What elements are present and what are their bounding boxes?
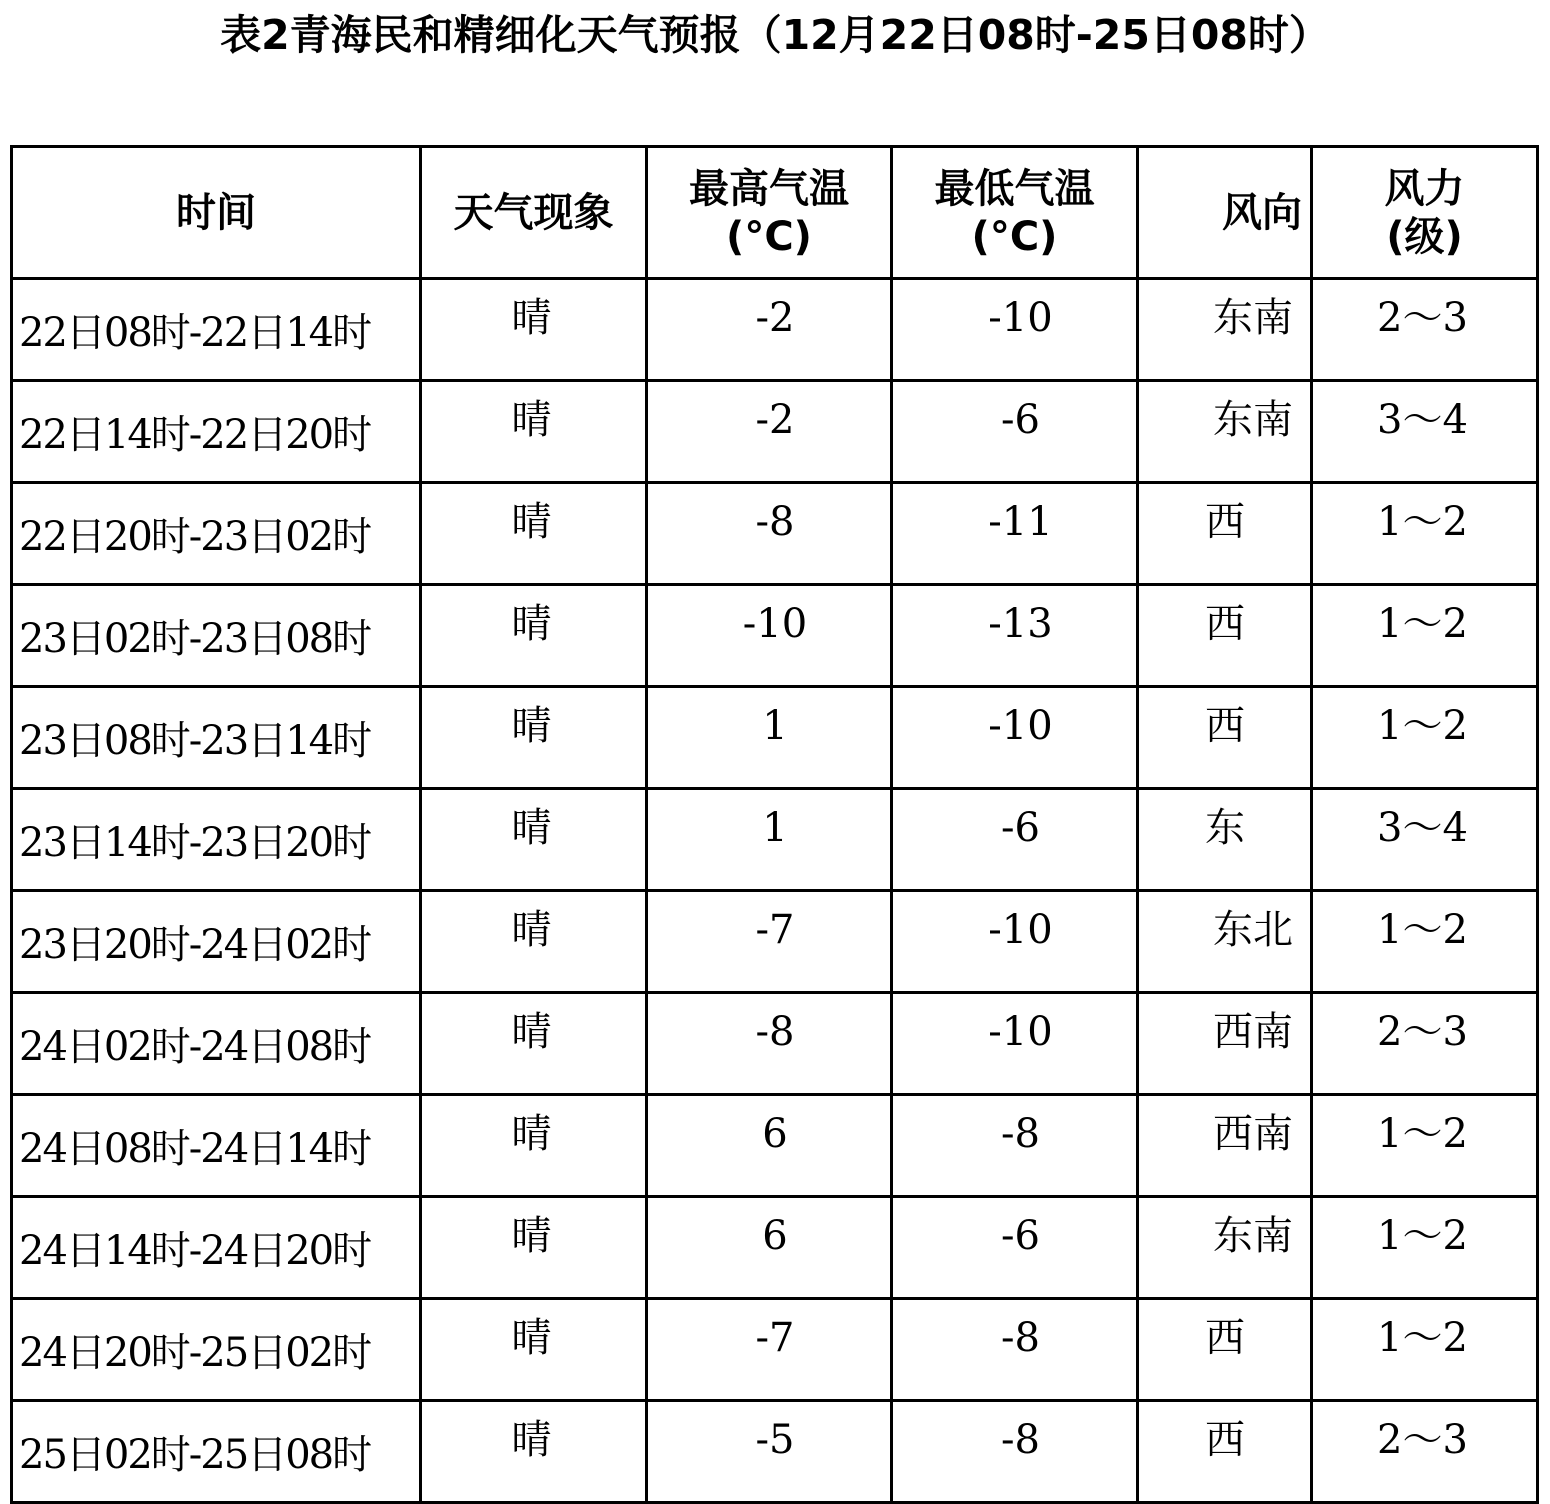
- cell-wind-force: 1～2: [1312, 585, 1538, 687]
- cell-time: 24日02时-24日08时: [12, 993, 421, 1095]
- cell-max-temp: 1: [647, 789, 892, 891]
- cell-wind-force: 1～2: [1312, 1299, 1538, 1401]
- cell-time: 22日14时-22日20时: [12, 381, 421, 483]
- header-wind-force-label: 风力: [1384, 165, 1465, 212]
- cell-time: 25日02时-25日08时: [12, 1401, 421, 1503]
- cell-weather: 晴: [421, 1299, 647, 1401]
- header-min-temp-label: 最低气温: [934, 165, 1095, 212]
- cell-max-temp: -10: [647, 585, 892, 687]
- cell-weather: 晴: [421, 279, 647, 381]
- cell-min-temp: -6: [892, 381, 1138, 483]
- cell-weather: 晴: [421, 789, 647, 891]
- cell-min-temp: -13: [892, 585, 1138, 687]
- cell-weather: 晴: [421, 585, 647, 687]
- cell-time: 22日08时-22日14时: [12, 279, 421, 381]
- table-row: [12, 1299, 1538, 1401]
- table-row: [12, 1095, 1538, 1197]
- cell-weather: 晴: [421, 993, 647, 1095]
- cell-max-temp: -2: [647, 279, 892, 381]
- cell-min-temp: -10: [892, 993, 1138, 1095]
- cell-wind-force: 1～2: [1312, 687, 1538, 789]
- cell-min-temp: -8: [892, 1401, 1138, 1503]
- cell-time: 23日02时-23日08时: [12, 585, 421, 687]
- table-row: [12, 687, 1538, 789]
- header-weather: [421, 147, 647, 279]
- header-min-temp-unit: (°C): [971, 213, 1058, 260]
- header-wind-force-unit: (级): [1386, 213, 1463, 260]
- cell-max-temp: -8: [647, 483, 892, 585]
- header-max-temp-label: 最高气温: [689, 165, 849, 212]
- header-wind-force: [1312, 147, 1538, 279]
- header-wind-direction-label: 风向: [1222, 189, 1302, 236]
- cell-time: 23日08时-23日14时: [12, 687, 421, 789]
- cell-max-temp: -5: [647, 1401, 892, 1503]
- cell-wind-direction: 东北: [1138, 891, 1312, 993]
- cell-wind-force: 1～2: [1312, 891, 1538, 993]
- cell-min-temp: -10: [892, 687, 1138, 789]
- cell-wind-force: 2～3: [1312, 993, 1538, 1095]
- cell-wind-force: 3～4: [1312, 789, 1538, 891]
- cell-wind-direction: 西: [1138, 483, 1312, 585]
- cell-max-temp: -2: [647, 381, 892, 483]
- header-weather-label: 天气现象: [453, 189, 614, 236]
- cell-weather: 晴: [421, 1197, 647, 1299]
- cell-max-temp: -7: [647, 891, 892, 993]
- header-time: [12, 147, 421, 279]
- table-row: [12, 1401, 1538, 1503]
- cell-max-temp: 6: [647, 1095, 892, 1197]
- cell-min-temp: -8: [892, 1299, 1138, 1401]
- header-wind-direction: [1138, 147, 1312, 279]
- cell-min-temp: -6: [892, 789, 1138, 891]
- cell-wind-direction: 西: [1138, 585, 1312, 687]
- cell-wind-direction: 东南: [1138, 1197, 1312, 1299]
- cell-wind-direction: 东: [1138, 789, 1312, 891]
- cell-wind-force: 1～2: [1312, 1095, 1538, 1197]
- table-row: [12, 993, 1538, 1095]
- cell-time: 23日20时-24日02时: [12, 891, 421, 993]
- cell-wind-direction: 西南: [1138, 1095, 1312, 1197]
- table-row: [12, 381, 1538, 483]
- cell-wind-direction: 西南: [1138, 993, 1312, 1095]
- cell-min-temp: -6: [892, 1197, 1138, 1299]
- cell-weather: 晴: [421, 891, 647, 993]
- cell-time: 24日08时-24日14时: [12, 1095, 421, 1197]
- header-time-label: 时间: [176, 189, 256, 236]
- table-row: [12, 891, 1538, 993]
- table-body: [12, 279, 1538, 1503]
- table-row: [12, 279, 1538, 381]
- cell-max-temp: -8: [647, 993, 892, 1095]
- table-header-row: [12, 147, 1538, 279]
- cell-time: 24日14时-24日20时: [12, 1197, 421, 1299]
- cell-time: 23日14时-23日20时: [12, 789, 421, 891]
- table-row: [12, 483, 1538, 585]
- forecast-table: [10, 145, 1539, 1504]
- cell-wind-direction: 东南: [1138, 381, 1312, 483]
- cell-wind-direction: 西: [1138, 687, 1312, 789]
- cell-max-temp: -7: [647, 1299, 892, 1401]
- cell-weather: 晴: [421, 381, 647, 483]
- header-min-temp: [892, 147, 1138, 279]
- cell-min-temp: -11: [892, 483, 1138, 585]
- cell-weather: 晴: [421, 483, 647, 585]
- cell-weather: 晴: [421, 687, 647, 789]
- cell-weather: 晴: [421, 1095, 647, 1197]
- cell-wind-direction: 东南: [1138, 279, 1312, 381]
- cell-weather: 晴: [421, 1401, 647, 1503]
- cell-min-temp: -8: [892, 1095, 1138, 1197]
- cell-time: 24日20时-25日02时: [12, 1299, 421, 1401]
- page-title: 表2青海民和精细化天气预报（12月22日08时-25日08时）: [220, 11, 1330, 59]
- cell-min-temp: -10: [892, 279, 1138, 381]
- cell-max-temp: 6: [647, 1197, 892, 1299]
- cell-time: 22日20时-23日02时: [12, 483, 421, 585]
- cell-min-temp: -10: [892, 891, 1138, 993]
- table-row: [12, 585, 1538, 687]
- cell-wind-direction: 西: [1138, 1401, 1312, 1503]
- cell-wind-force: 2～3: [1312, 1401, 1538, 1503]
- table-row: [12, 1197, 1538, 1299]
- cell-wind-force: 1～2: [1312, 483, 1538, 585]
- cell-wind-force: 2～3: [1312, 279, 1538, 381]
- header-max-temp: [647, 147, 892, 279]
- header-max-temp-unit: (°C): [726, 213, 812, 260]
- cell-wind-direction: 西: [1138, 1299, 1312, 1401]
- cell-wind-force: 1～2: [1312, 1197, 1538, 1299]
- cell-max-temp: 1: [647, 687, 892, 789]
- cell-wind-force: 3～4: [1312, 381, 1538, 483]
- table-row: [12, 789, 1538, 891]
